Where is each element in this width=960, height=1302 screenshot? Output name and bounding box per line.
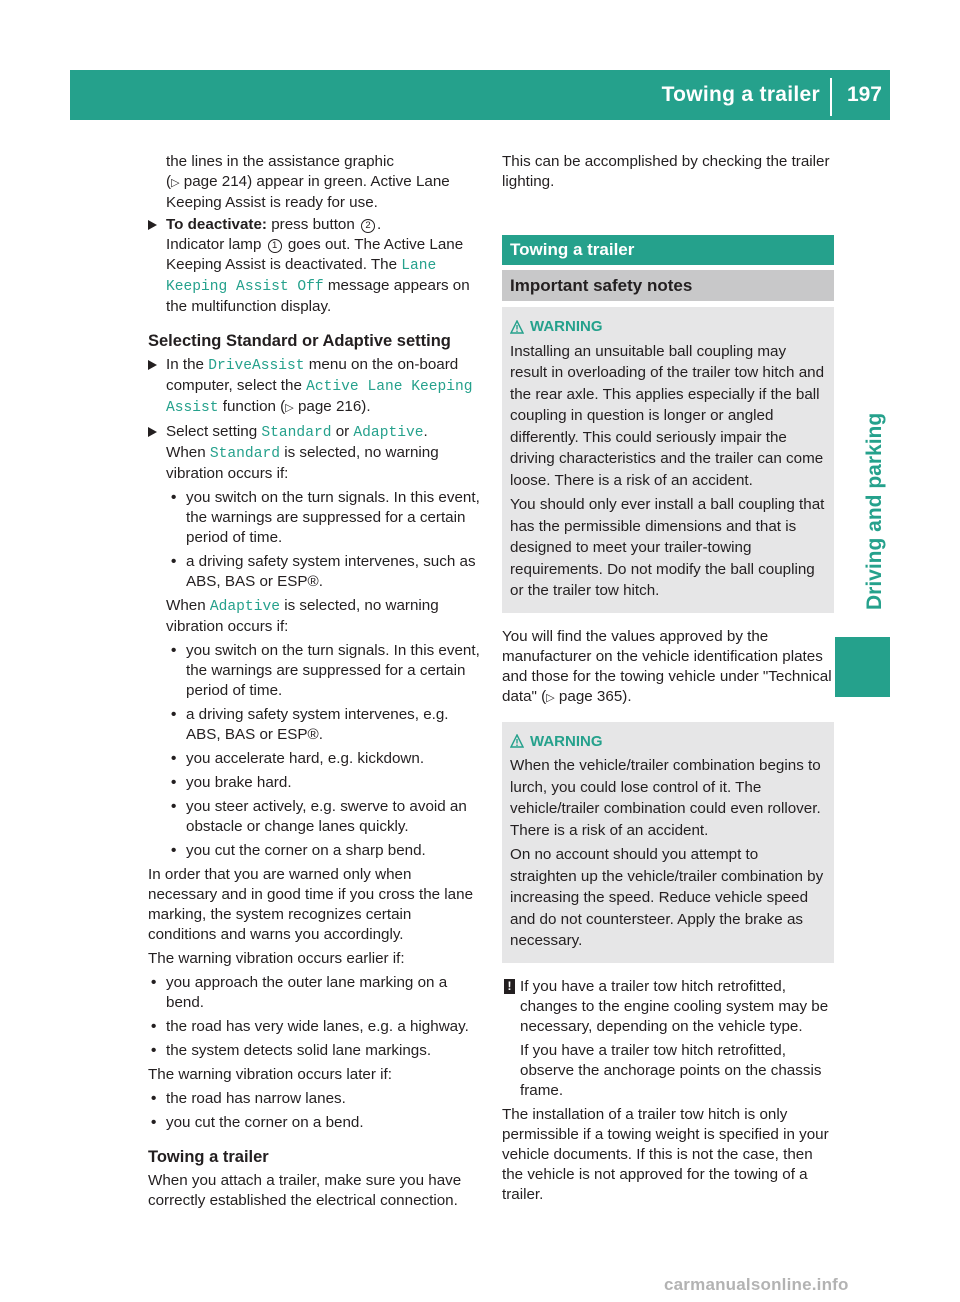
page-ref-arrow-icon: ▷: [171, 177, 180, 189]
select-setting-step: Select setting Standard or Adaptive. When Standard is selected, no warning vibration occurs if:: [148, 422, 480, 484]
subsection-title: Important safety notes: [502, 270, 834, 301]
paragraph-values: You will find the values approved by the manufacturer on the vehicle identification plates and those for the towing vehicle under "Technical data" (▷ page 365).: [502, 627, 832, 705]
paragraph-earlier: The warning vibration occurs earlier if:: [148, 950, 405, 967]
notice-text: If you have a trailer tow hitch retrofitted, changes to the engine cooling system may be necessary, depending on the vehicle type.: [520, 977, 829, 1035]
list-item: • you switch on the turn signals. In this event, the warnings are suppressed for a certain period of time.: [171, 642, 480, 699]
display-message: Lane Keeping Assist Off: [166, 258, 437, 295]
paragraph-order: In order that you are warned only when necessary and in good time if you cross the lane marking, the system recognizes certain conditions and warns you accordingly.: [148, 866, 474, 943]
paragraph-installation: The installation of a trailer tow hitch is only permissible if a towing weight is specified in your vehicle documents. If this is not the case, then the vehicle is not approved for the towing of a trailer.: [502, 1105, 829, 1203]
deactivate-step: To deactivate: press button 2 . Indicator lamp 1 goes out. The Active Lane Keeping Assist is deactivated. The Lane Keeping Assist Off message appears on the multifunction display.: [148, 215, 480, 317]
page-header: [70, 70, 890, 120]
header-title: Towing a trailer: [661, 83, 820, 106]
section-title: Towing a trailer: [502, 235, 834, 265]
left-column: [148, 152, 480, 1211]
right-column: [502, 152, 834, 1205]
list-item: • you accelerate hard, e.g. kickdown.: [171, 750, 425, 767]
paragraph-later: The warning vibration occurs later if:: [148, 1066, 392, 1083]
chapter-tab-label: Driving and parking: [863, 412, 886, 610]
warning-box: [502, 307, 834, 613]
intro-text: the lines in the assistance graphic (▷ page 214) appear in green. Active Lane Keeping Assist is ready for use.: [166, 153, 450, 211]
list-item: • you brake hard.: [171, 774, 292, 791]
list-item: • you steer actively, e.g. swerve to avoid an obstacle or change lanes quickly.: [171, 798, 467, 835]
page-ref-arrow-icon: ▷: [546, 691, 555, 704]
warning-triangle-icon: [510, 734, 524, 748]
notice: [502, 977, 834, 1101]
header-divider: [830, 78, 832, 116]
warning-box: [502, 722, 834, 963]
chapter-tab-marker: [835, 637, 890, 697]
watermark: carmanualsonline.info: [664, 1275, 849, 1294]
list-item: • you approach the outer lane marking on a bend.: [151, 974, 448, 1011]
exclamation-icon: !: [504, 979, 515, 994]
list-item: • you cut the corner on a bend.: [151, 1114, 364, 1131]
warning-triangle-icon: [510, 320, 524, 334]
notice-text: If you have a trailer tow hitch retrofitted, observe the anchorage points on the chassis frame.: [520, 1041, 822, 1099]
warning-header: WARNING: [510, 731, 826, 753]
list-item: • a driving safety system intervenes, such as ABS, BAS or ESP®.: [171, 553, 476, 590]
list-item: • a driving safety system intervenes, e.g. ABS, BAS or ESP®.: [171, 706, 449, 743]
warning-header: WARNING: [510, 316, 826, 338]
warning-text: When the vehicle/trailer combination begins to lurch, you could lose control of it. The vehicle/trailer combination could even rollover. There is a risk of an accident.: [510, 757, 821, 839]
list-item: • the road has narrow lanes.: [151, 1090, 346, 1107]
warning-text: You should only ever install a ball coupling that has the permissible dimensions and that is designed to meet your trailer-towing requirements. Do not modify the ball coupling or the trailer tow hitch.: [510, 496, 825, 599]
warning-text: Installing an unsuitable ball coupling may result in overloading of the trailer tow hitch and the rear axle. This applies especially if the ball coupling in question is longer or angled differently. This could seriously impair the driving characteristics and the trailer can come loose. There is a risk of an accident.: [510, 342, 825, 489]
warning-text: On no account should you attempt to straighten up the vehicle/trailer combination by increasing the speed. Reduce vehicle speed and do not countersteer. Apply the brake as necessary.: [510, 846, 824, 949]
lamp-1-icon: 1: [268, 239, 282, 253]
step-arrow-icon: [148, 360, 157, 370]
page-number: 197: [846, 83, 882, 106]
list-item: • you switch on the turn signals. In this event, the warnings are suppressed for a certain period of time.: [171, 489, 480, 546]
step-arrow-icon: [148, 220, 157, 230]
paragraph-lighting: This can be accomplished by checking the trailer lighting.: [502, 153, 830, 190]
chapter-tab: [835, 280, 890, 610]
select-function-step: In the DriveAssist menu on the on-board computer, select the Active Lane Keeping Assist function (▷ page 216).: [148, 355, 480, 418]
step-arrow-icon: [148, 427, 157, 437]
adaptive-text: When Adaptive is selected, no warning vibration occurs if:: [166, 597, 439, 635]
button-2-icon: 2: [361, 219, 375, 233]
list-item: • you cut the corner on a sharp bend.: [171, 842, 426, 859]
paragraph-towing: When you attach a trailer, make sure you have correctly established the electrical connection.: [148, 1172, 462, 1209]
heading-towing: Towing a trailer: [148, 1148, 269, 1166]
page-ref-arrow-icon: ▷: [285, 402, 294, 414]
heading-selecting-setting: Selecting Standard or Adaptive setting: [148, 332, 451, 350]
list-item: • the road has very wide lanes, e.g. a highway.: [151, 1018, 469, 1035]
list-item: • the system detects solid lane markings.: [151, 1042, 432, 1059]
